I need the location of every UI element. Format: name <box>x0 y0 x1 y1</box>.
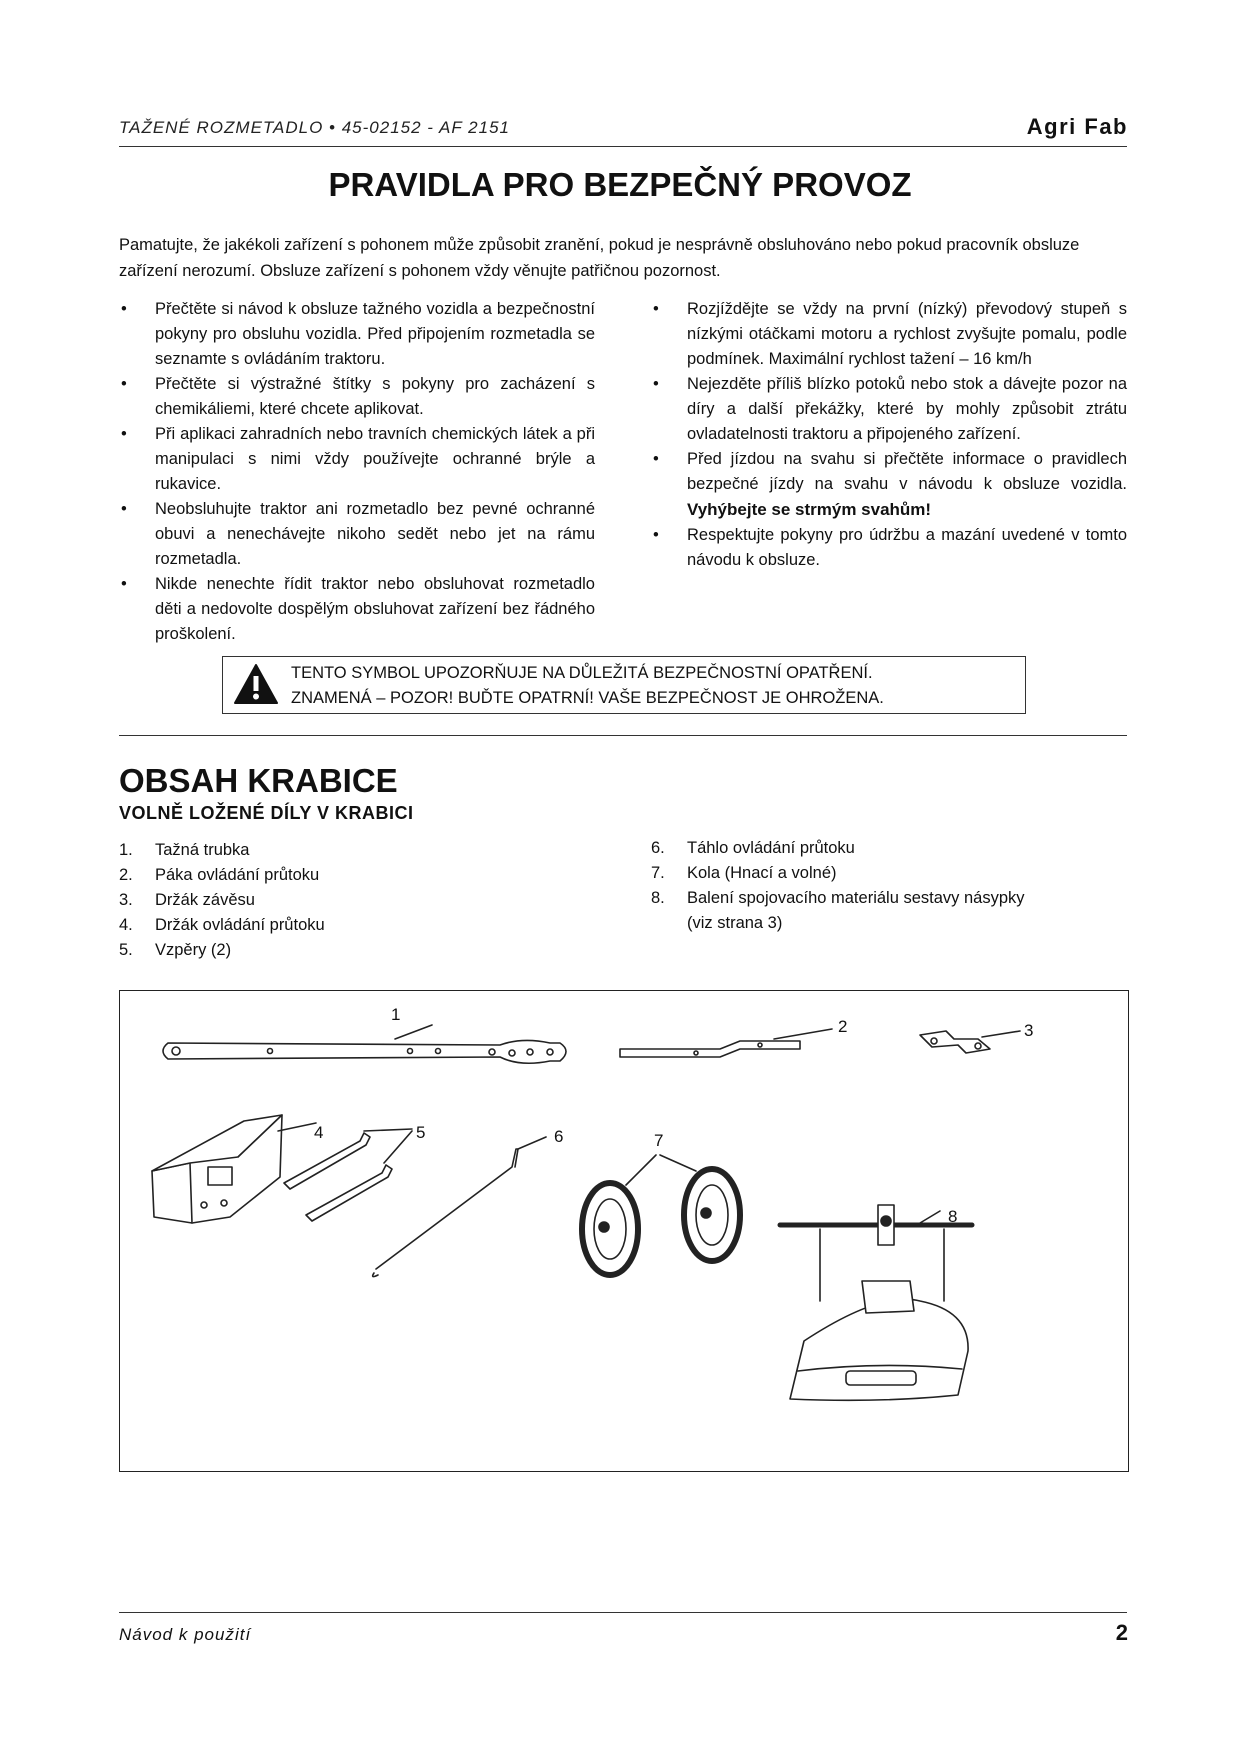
part-item <box>651 836 1127 861</box>
parts-list-right <box>651 836 1127 936</box>
part-name: Kola (Hnací a volné) <box>687 864 837 882</box>
safety-item: • Nikde nenechte řídit traktor nebo obsluhovat rozmetadlo děti a nedovolte dospělým obsluhovat zařízení bez řádného proškolení. <box>119 572 595 647</box>
safety-item-emphasis: Vyhýbejte se strmým svahům! <box>687 500 932 519</box>
safety-item: • Přečtěte si návod k obsluze tažného vozidla a bezpečnostní pokyny pro obsluhu vozidla. Před připojením rozmetadla se seznamte s ovládáním traktoru. <box>119 297 595 372</box>
part-name: Držák ovládání průtoku <box>155 916 325 934</box>
safety-list-left <box>119 297 595 647</box>
part-name: Vzpěry (2) <box>155 941 232 959</box>
part-note: (viz strana 3) <box>687 914 783 932</box>
document-title: TAŽENÉ ROZMETADLO • 45-02152 - AF 2151 <box>119 118 510 137</box>
part-item <box>119 838 595 863</box>
warning-triangle-icon <box>233 663 279 705</box>
part-number: 6. <box>651 839 665 857</box>
warning-box <box>222 656 1026 714</box>
page-number: 2 <box>1115 1620 1128 1645</box>
safety-item <box>651 447 1127 523</box>
section-divider <box>119 735 1127 736</box>
flow-rod-drawing <box>373 1137 546 1277</box>
hopper-drawing <box>780 1205 972 1400</box>
part-number: 4. <box>119 916 133 934</box>
part-name: Tažná trubka <box>155 841 250 859</box>
safety-item: • Nejezděte příliš blízko potoků nebo stok a dávejte pozor na díry a další překážky, které by mohly způsobit ztrátu ovladatelnosti traktoru a připojeného zařízení. <box>651 372 1127 447</box>
part-number: 5. <box>119 941 133 959</box>
safety-item-text: Před jízdou na svahu si přečtěte informace o pravidlech bezpečné jízdy na svahu v návodu k obsluze vozidla. <box>687 450 1127 493</box>
brand-logo: Agri Fab <box>1026 114 1128 139</box>
footer-rule <box>119 1612 1127 1613</box>
tow-tube-drawing <box>163 1025 566 1063</box>
part-item <box>651 886 1127 936</box>
safety-intro: Pamatujte, že jakékoli zařízení s pohonem může způsobit zranění, pokud je nesprávně obsluhováno nebo pokud pracovník obsluze zařízení nerozumí. Obsluze zařízení s pohonem vždy věnujte patřičnou pozornost. <box>119 236 1080 280</box>
parts-list-left <box>119 838 595 963</box>
part-number: 3. <box>119 891 133 909</box>
safety-item: • Respektujte pokyny pro údržbu a mazání uvedené v tomto návodu k obsluze. <box>651 523 1127 573</box>
flow-lever-drawing <box>620 1029 832 1057</box>
warning-text <box>291 661 884 711</box>
warning-line-1: TENTO SYMBOL UPOZORŇUJE NA DŮLEŽITÁ BEZPEČNOSTNÍ OPATŘENÍ. <box>291 664 873 682</box>
parts-illustration <box>119 990 1129 1472</box>
part-number: 1. <box>119 841 133 859</box>
part-item <box>119 913 595 938</box>
safety-item: • Neobsluhujte traktor ani rozmetadlo bez pevné ochranné obuvi a nenechávejte nikoho sedět nebo jet na rámu rozmetadla. <box>119 497 595 572</box>
figure-label-5: 5 <box>416 1123 426 1142</box>
part-number: 7. <box>651 864 665 882</box>
braces-drawing <box>284 1129 412 1221</box>
hitch-bracket-drawing <box>920 1031 1020 1053</box>
part-number: 2. <box>119 866 133 884</box>
part-name: Balení spojovacího materiálu sestavy násypky <box>687 889 1025 907</box>
part-item <box>651 861 1127 886</box>
safety-item: • Při aplikaci zahradních nebo travních chemických látek a při manipulaci s nimi vždy používejte ochranné brýle a rukavice. <box>119 422 595 497</box>
figure-label-8: 8 <box>948 1207 958 1226</box>
part-item <box>119 888 595 913</box>
figure-label-6: 6 <box>554 1127 564 1146</box>
part-name: Držák závěsu <box>155 891 255 909</box>
safety-title: PRAVIDLA PRO BEZPEČNÝ PROVOZ <box>328 166 912 203</box>
safety-item: • Rozjíždějte se vždy na první (nízký) převodový stupeň s nízkými otáčkami motoru a rychlost zvyšujte pomalu, podle podmínek. Maximální rychlost tažení – 16 km/h <box>651 297 1127 372</box>
part-name: Páka ovládání průtoku <box>155 866 320 884</box>
part-number: 8. <box>651 889 665 907</box>
warning-line-2: ZNAMENÁ – POZOR! BUĎTE OPATRNÍ! VAŠE BEZPEČNOST JE OHROŽENA. <box>291 689 884 707</box>
figure-label-1: 1 <box>391 1005 401 1024</box>
header-rule <box>119 146 1127 147</box>
part-item <box>119 863 595 888</box>
flow-bracket-drawing <box>152 1115 316 1223</box>
safety-list-right <box>651 297 1127 573</box>
figure-label-2: 2 <box>838 1017 848 1036</box>
wheels-drawing <box>582 1155 740 1275</box>
figure-label-7: 7 <box>654 1131 664 1150</box>
safety-item: • Přečtěte si výstražné štítky s pokyny pro zacházení s chemikáliemi, které chcete aplikovat. <box>119 372 595 422</box>
part-name: Táhlo ovládání průtoku <box>687 839 855 857</box>
contents-title: OBSAH KRABICE <box>119 762 398 799</box>
part-item <box>119 938 595 963</box>
figure-label-4: 4 <box>314 1123 324 1142</box>
contents-subtitle: VOLNĚ LOŽENÉ DÍLY V KRABICI <box>119 803 414 823</box>
manual-label: Návod k použití <box>119 1625 252 1644</box>
figure-label-3: 3 <box>1024 1021 1034 1040</box>
